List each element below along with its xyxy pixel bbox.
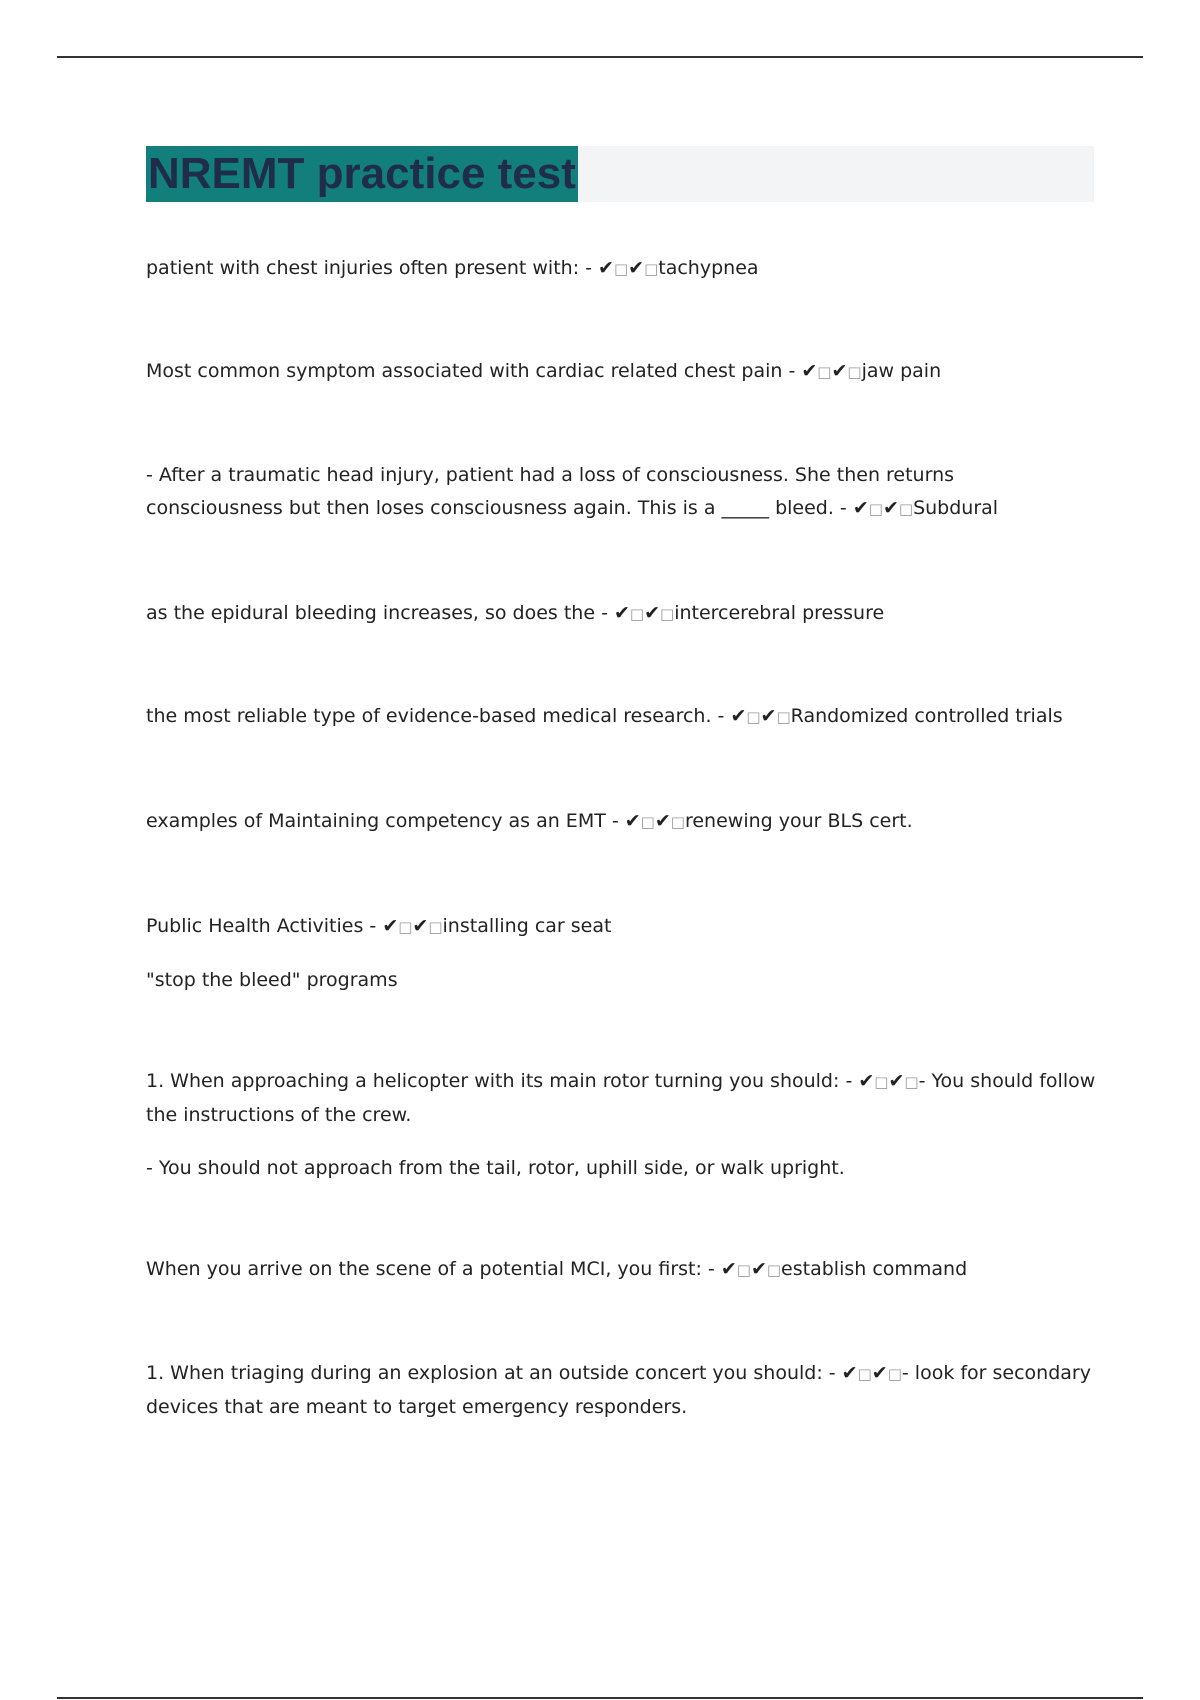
answer-text: installing car seat <box>442 915 612 937</box>
answer-text: - look for secondary devices that are meant to target emergency responders. <box>146 1362 1091 1418</box>
checkmark-icon: ✔ <box>628 257 645 279</box>
qa-line <box>146 1357 1096 1424</box>
qa-line <box>146 597 1096 631</box>
box-icon: □ <box>660 605 675 623</box>
answer-text: renewing your BLS cert. <box>684 810 913 832</box>
box-icon: □ <box>629 605 645 623</box>
qa-line <box>146 1253 1096 1287</box>
answer-text: jaw pain <box>861 360 942 382</box>
checkmark-icon: ✔ <box>858 1070 875 1092</box>
checkmark-icon: ✔ <box>644 602 660 624</box>
checkmark-icon: ✔ <box>382 915 399 937</box>
box-icon: □ <box>874 1073 889 1091</box>
answer-text: - You should follow the instructions of the crew. <box>146 1070 1096 1126</box>
qa-item <box>146 459 1096 526</box>
qa-item <box>146 355 1096 389</box>
qa-line <box>146 910 1096 944</box>
box-icon: □ <box>640 813 655 831</box>
qa-item <box>146 597 1096 631</box>
checkmark-icon: ✔ <box>888 1070 905 1092</box>
box-icon: □ <box>398 918 413 936</box>
qa-line <box>146 805 1096 839</box>
question-text: examples of Maintaining competency as an EMT - <box>146 810 625 832</box>
checkmark-icon: ✔ <box>871 1362 888 1384</box>
box-icon: □ <box>428 918 443 936</box>
question-text: 1. When approaching a helicopter with its main rotor turning you should: - <box>146 1070 859 1092</box>
checkmark-icon: ✔ <box>760 705 777 727</box>
question-text: 1. When triaging during an explosion at an outside concert you should: - <box>146 1362 842 1384</box>
checkmark-icon: ✔ <box>852 497 869 519</box>
qa-line <box>146 252 1096 286</box>
question-text: patient with chest injuries often present with: - <box>146 257 599 279</box>
top-rule <box>57 56 1143 58</box>
checkmark-icon: ✔ <box>841 1362 858 1384</box>
question-text: Public Health Activities - <box>146 915 383 937</box>
qa-line <box>146 459 1096 526</box>
box-icon: □ <box>736 1261 751 1279</box>
answer-text: intercerebral pressure <box>674 602 885 624</box>
checkmark-icon: ✔ <box>598 257 614 279</box>
box-icon: □ <box>898 500 914 518</box>
answer-text: Randomized controlled trials <box>790 705 1063 727</box>
box-icon: □ <box>670 813 685 831</box>
box-icon: □ <box>776 708 791 726</box>
checkmark-icon: ✔ <box>613 602 630 624</box>
box-icon: □ <box>847 363 862 381</box>
box-icon: □ <box>817 363 832 381</box>
checkmark-icon: ✔ <box>412 915 429 937</box>
answer-text: tachypnea <box>658 257 759 279</box>
box-icon: □ <box>904 1073 919 1091</box>
question-text: When you arrive on the scene of a potential MCI, you first: - <box>146 1258 721 1280</box>
page-title: NREMT practice test <box>148 149 576 198</box>
qa-extra-line: "stop the bleed" programs <box>146 969 398 991</box>
bottom-rule <box>57 1697 1143 1699</box>
checkmark-icon: ✔ <box>624 810 641 832</box>
box-icon: □ <box>857 1365 872 1383</box>
qa-item <box>146 700 1096 734</box>
qa-item <box>146 1253 1096 1287</box>
qa-item <box>146 252 1096 286</box>
answer-text: establish command <box>781 1258 968 1280</box>
qa-item <box>146 805 1096 839</box>
answer-text: Subdural <box>913 497 999 519</box>
qa-line <box>146 1065 1096 1132</box>
box-icon: □ <box>644 260 659 278</box>
box-icon: □ <box>746 708 761 726</box>
box-icon: □ <box>868 500 883 518</box>
checkmark-icon: ✔ <box>831 360 848 382</box>
checkmark-icon: ✔ <box>654 810 671 832</box>
checkmark-icon: ✔ <box>882 497 899 519</box>
qa-item <box>146 1357 1096 1424</box>
qa-line <box>146 355 1096 389</box>
question-text: - After a traumatic head injury, patient had a loss of consciousness. She then returns consciousness but then loses consciousness again. This is a _____ bleed. - <box>146 464 955 519</box>
question-text: as the epidural bleeding increases, so does the - <box>146 602 614 624</box>
checkmark-icon: ✔ <box>801 360 818 382</box>
checkmark-icon: ✔ <box>730 705 747 727</box>
checkmark-icon: ✔ <box>720 1258 737 1280</box>
qa-extra-line: - You should not approach from the tail, rotor, uphill side, or walk upright. <box>146 1157 845 1179</box>
qa-item <box>146 1065 1096 1185</box>
box-icon: □ <box>766 1261 782 1279</box>
question-text: the most reliable type of evidence-based medical research. - <box>146 705 731 727</box>
qa-line <box>146 700 1096 734</box>
box-icon: □ <box>613 260 629 278</box>
question-text: Most common symptom associated with cardiac related chest pain - <box>146 360 802 382</box>
qa-item <box>146 910 1096 997</box>
checkmark-icon: ✔ <box>750 1258 767 1280</box>
box-icon: □ <box>887 1365 902 1383</box>
title-highlight <box>146 146 578 202</box>
